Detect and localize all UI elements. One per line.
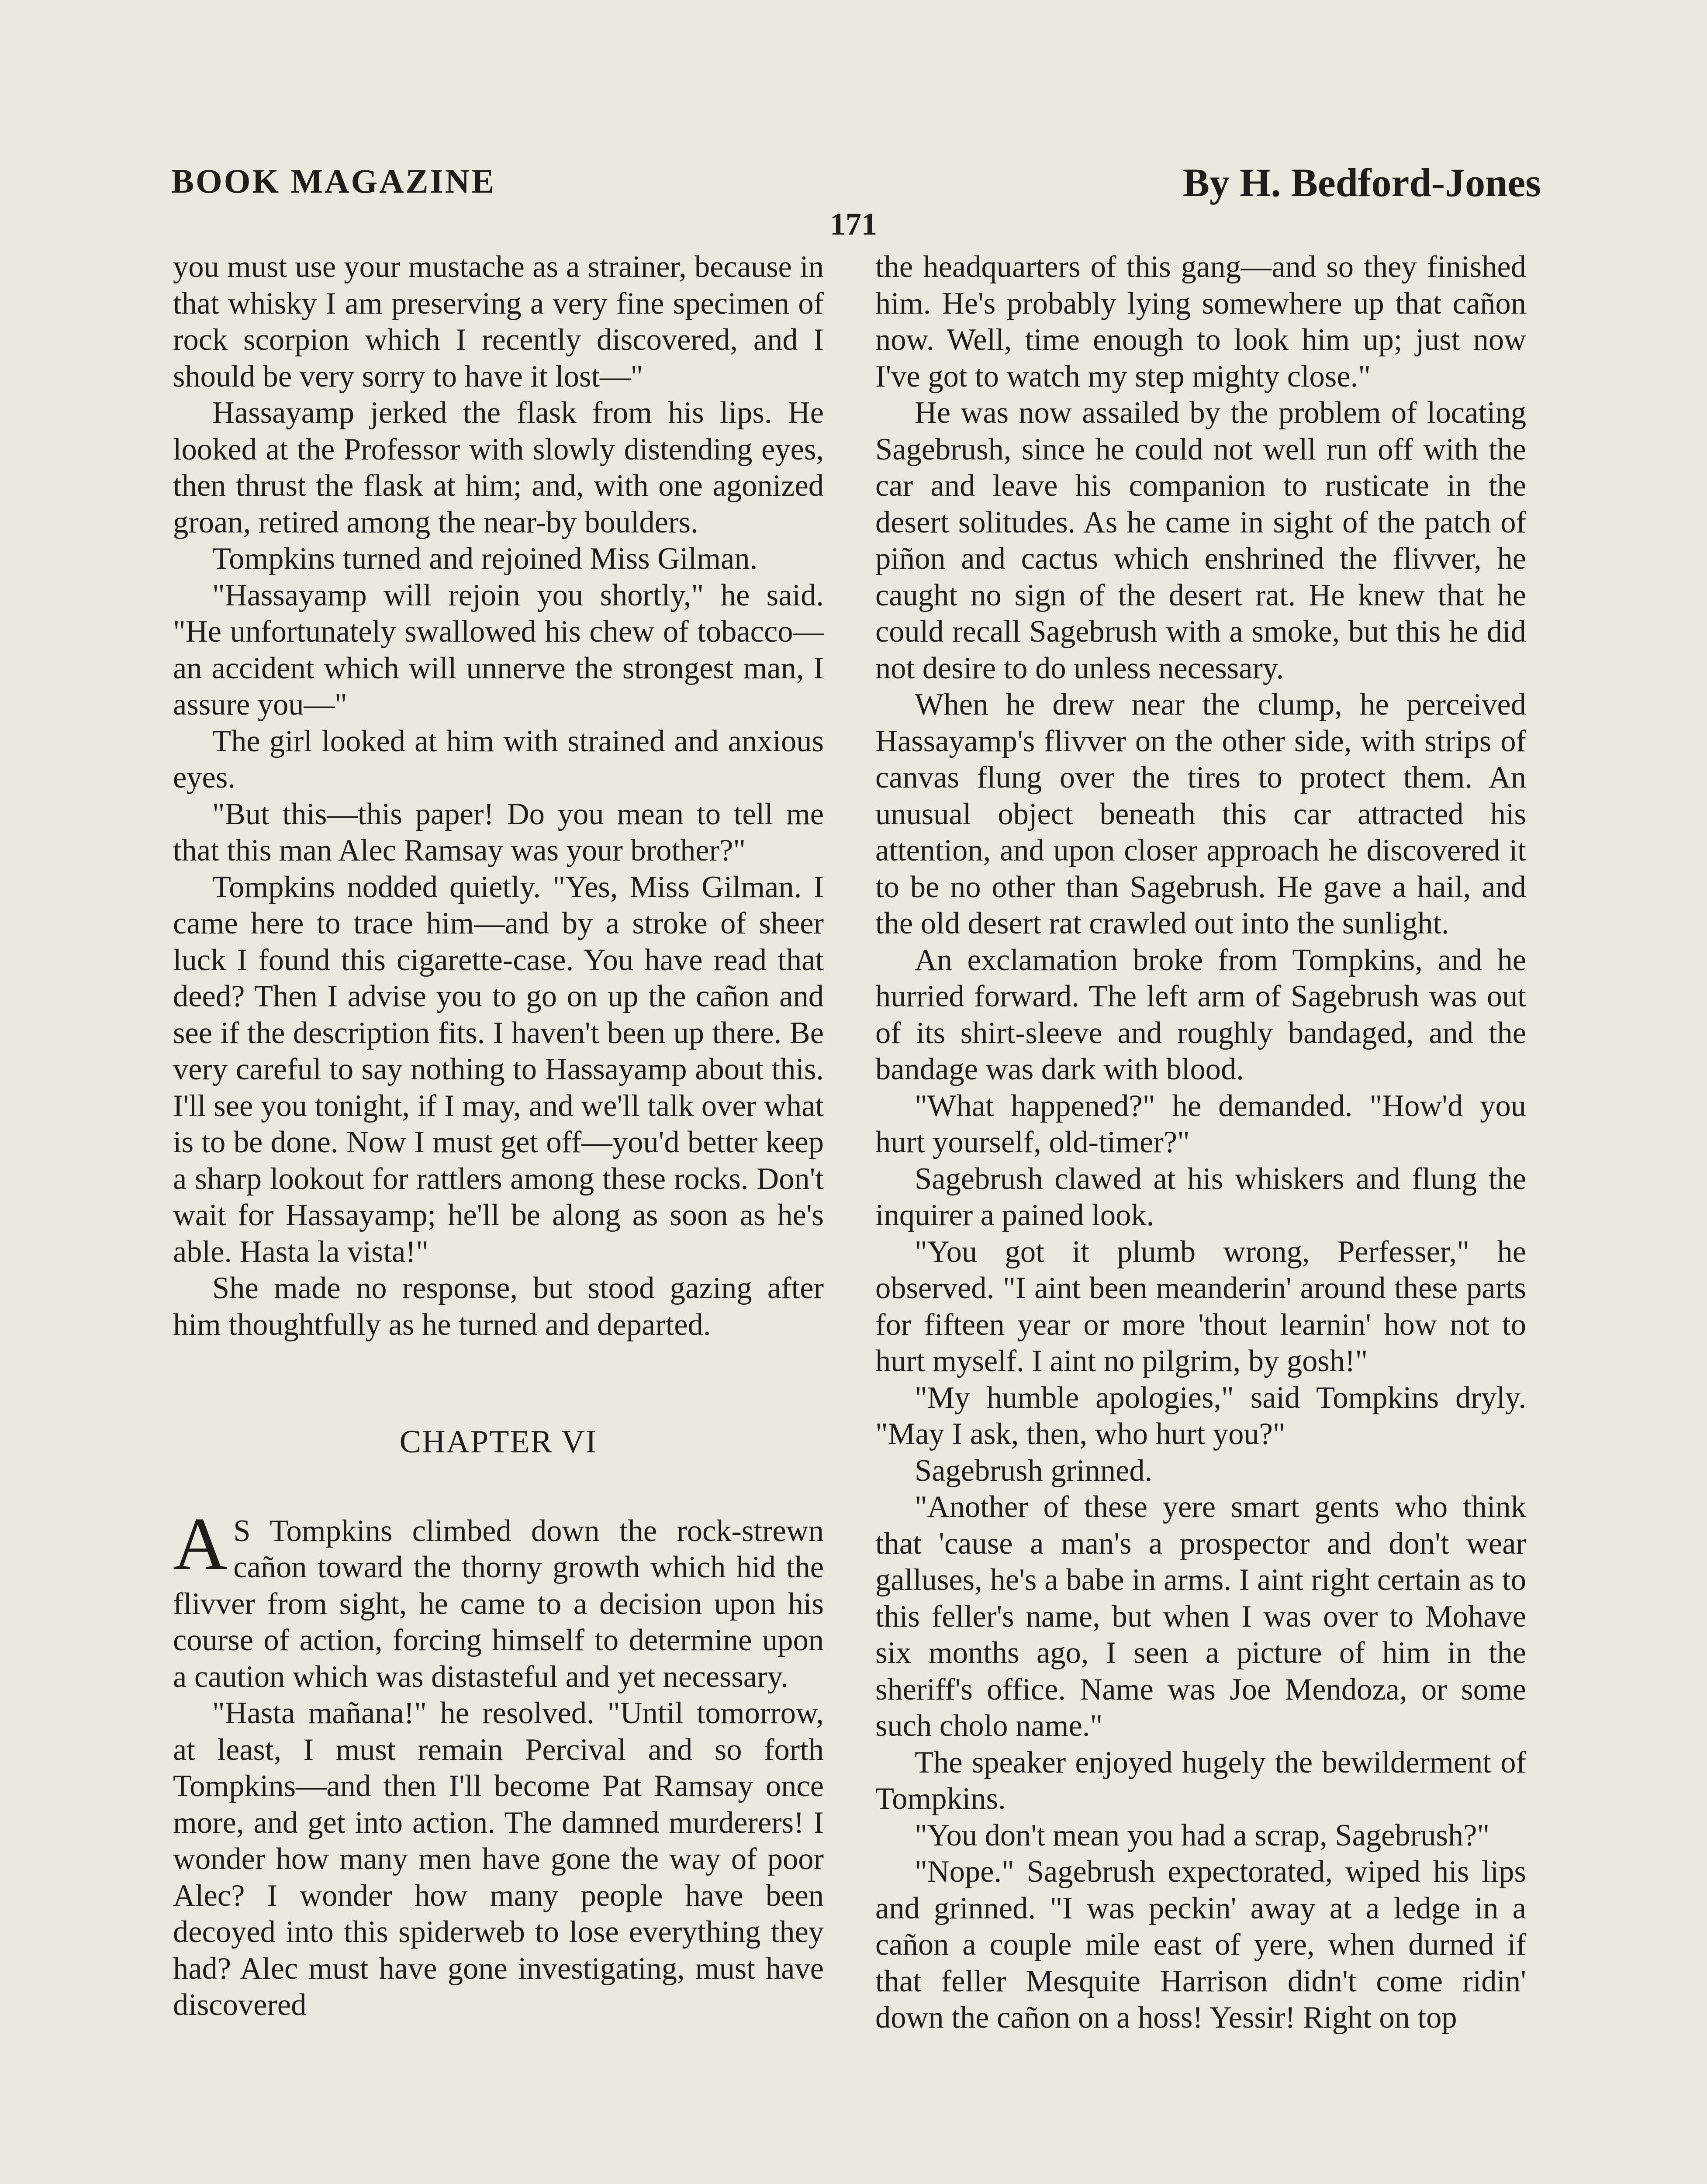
- chapter-opening-paragraph: [173, 1502, 824, 1696]
- paragraph: "But this—this paper! Do you mean to tell me that this man Alec Ramsay was your brother?": [173, 797, 824, 867]
- paragraph: you must use your mustache as a strainer, because in that whisky I am preserving a very fine specimen of rock scorpion which I recently discovered, and I should be very sorry to have it lost—": [173, 250, 824, 394]
- paragraph: "Nope." Sagebrush expectorated, wiped his lips and grinned. "I was peckin' away at a ledge in a cañon a couple mile east of yere, when durned if that feller Mesquite Harrison didn't come ridin' down the cañon on a hoss! Yessir! Right on top: [875, 1855, 1526, 2035]
- paragraph: "You got it plumb wrong, Perfesser," he observed. "I aint been meanderin' around these parts for fifteen year or more 'thout learnin' how not to hurt myself. I aint no pilgrim, by gosh!": [875, 1234, 1526, 1378]
- paragraph: Tompkins turned and rejoined Miss Gilman.: [212, 542, 758, 576]
- paragraph: the headquarters of this gang—and so they finished him. He's probably lying somewhere up that cañon now. Well, time enough to look him up; just now I've got to watch my step mighty close.": [875, 250, 1526, 394]
- paragraph: "What happened?" he demanded. "How'd you hurt yourself, old-timer?": [875, 1089, 1526, 1159]
- chapter-heading: CHAPTER VI: [399, 1424, 598, 1460]
- paragraph: "Another of these yere smart gents who think that 'cause a man's a prospector and don't wear galluses, he's a babe in arms. I aint right certain as to this feller's name, but when I was over to Mohave six months ago, I seen a picture of him in the sheriff's office. Name was Joe Mendoza, or some such cholo name.": [875, 1490, 1526, 1743]
- paragraph: The girl looked at him with strained and anxious eyes.: [173, 724, 824, 795]
- paragraph: She made no response, but stood gazing after him thoughtfully as he turned and departed.: [173, 1271, 824, 1342]
- paragraph: "My humble apologies," said Tompkins dryly. "May I ask, then, who hurt you?": [875, 1380, 1526, 1451]
- paragraph: He was now assailed by the problem of locating Sagebrush, since he could not well run off with the car and leave his companion to rusticate in the desert solitudes. As he came in sight of the patch of piñon and cactus which enshrined the flivver, he caught no sign of the desert rat. He knew that he could recall Sagebrush with a smoke, but this he did not desire to do unless necessary.: [875, 396, 1526, 685]
- author-byline: By H. Bedford-Jones: [1182, 160, 1541, 205]
- chapter-opening-text: S Tompkins climbed down the rock-strewn cañon toward the thorny growth which hid the flivver from sight, he came to a decision upon his course of action, forcing himself to determine upon a caution which was distasteful and yet necessary.: [173, 1514, 824, 1694]
- paragraph: Tompkins nodded quietly. "Yes, Miss Gilman. I came here to trace him—and by a stroke of sheer luck I found this cigarette-case. You have read that deed? Then I advise you to go on up the cañon and see if the description fits. I haven't been up there. Be very careful to say nothing to Hassayamp about this. I'll see you tonight, if I may, and we'll talk over what is to be done. Now I must get off—you'd better keep a sharp lookout for rattlers among these rocks. Don't wait for Hassayamp; he'll be along as soon as he's able. Hasta la vista!": [173, 870, 824, 1269]
- paragraph: When he drew near the clump, he perceived Hassayamp's flivver on the other side, with strips of canvas flung over the tires to protect them. An unusual object beneath this car attracted his attention, and upon closer approach he discovered it to be no other than Sagebrush. He gave a hail, and the old desert rat crawled out into the sunlight.: [875, 688, 1526, 940]
- right-column: [875, 249, 1526, 2036]
- magazine-title: BOOK MAGAZINE: [171, 162, 496, 200]
- left-column: [173, 249, 824, 2024]
- paragraph: The speaker enjoyed hugely the bewilderment of Tompkins.: [875, 1745, 1526, 1816]
- paragraph: An exclamation broke from Tompkins, and he hurried forward. The left arm of Sagebrush was out of its shirt-sleeve and roughly bandaged, and the bandage was dark with blood.: [875, 943, 1526, 1086]
- paragraph: "Hassayamp will rejoin you shortly," he said. "He unfortunately swallowed his chew of tobacco—an accident which will unnerve the strongest man, I assure you—": [173, 578, 824, 722]
- paragraph: Sagebrush clawed at his whiskers and flung the inquirer a pained look.: [875, 1161, 1526, 1232]
- paragraph: Hassayamp jerked the flask from his lips. He looked at the Professor with slowly distending eyes, then thrust the flask at him; and, with one agonized groan, retired among the near-by boulders.: [173, 396, 824, 539]
- paragraph: "You don't mean you had a scrap, Sagebrush?": [915, 1818, 1490, 1852]
- paragraph: "Hasta mañana!" he resolved. "Until tomorrow, at least, I must remain Percival and so forth Tompkins—and then I'll become Pat Ramsay once more, and get into action. The damned murderers! I wonder how many men have gone the way of poor Alec? I wonder how many people have been decoyed into this spiderweb to lose everything they had? Alec must have gone investigating, must have discovered: [173, 1696, 824, 2022]
- page-number: 171: [830, 207, 877, 242]
- paragraph: Sagebrush grinned.: [915, 1453, 1153, 1488]
- drop-cap: A: [173, 1502, 228, 1586]
